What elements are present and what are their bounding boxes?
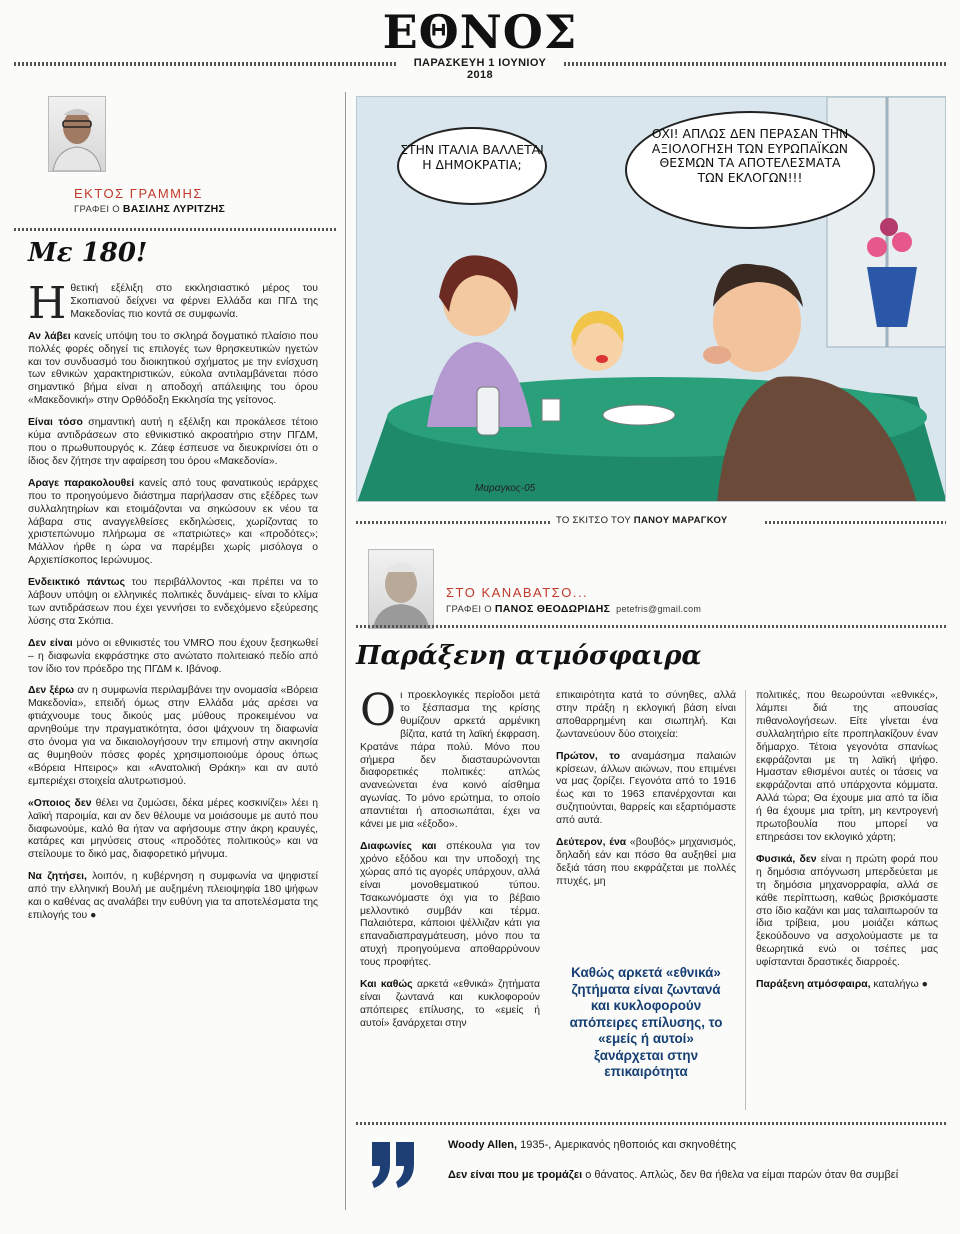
drop-cap: Ο xyxy=(360,685,397,736)
paragraph: Ενδεικτικό πάντως του περιβάλλοντος -και πρέπει να το λάβουν υπόψη οι ελληνικές πολιτικές δυνάμεις- είναι το κλίμα των αντιδράσεων που έχει γεννήσει το ενδεχόμενο εξεύρεσης λύσης στα Σκόπια. xyxy=(28,577,318,627)
paragraph: Είναι τόσο σημαντική αυτή η εξέλιξη και προκάλεσε τέτοιο κύμα αντιδράσεων στο εθνικιστικό ακροατήριο στην ΠΓΔΜ, που ο πρωθυπουργός κ. Ζάεφ έσπευσε να διευκρινίσει ότι ο ίδιος δεν ζήτησε την αφαίρεση του όρου «Μακεδονία». xyxy=(28,417,318,467)
quote-attribution: Woody Allen, 1935-, Αμερικανός ηθοποιός και σκηνοθέτης xyxy=(448,1139,737,1151)
author-photo-lyritzis xyxy=(48,96,106,172)
paragraph: επικαιρότητα κατά το σύνηθες, αλλά στην πράξη η εκλογική βάση είναι αποθαρρημένη και σιωπηλή. Και ζωντανεύουν δύο στοιχεία: xyxy=(556,690,736,740)
quote-text: Δεν είναι που με τρομάζει ο θάνατος. Απλώς, δεν θα ήθελα να είμαι παρών όταν θα συμβεί xyxy=(448,1169,899,1181)
paragraph: Να ζητήσει, λοιπόν, η κυβέρνηση η συμφωνία να ψηφιστεί από την ελληνική Βουλή με αυξημένη πλειοψηφία 180 ψήφων και ο καθένας ας αναλάβει την ευθύνη για τα αποτελέσματα της επιλογής του ● xyxy=(28,871,318,921)
caption-rule-right xyxy=(765,521,946,524)
paragraph: «Οποιος δεν θέλει να ζυμώσει, δέκα μέρες κοσκινίζει» λέει η λαϊκή παροιμία, και αν δεν θέλουμε να μοιάσουμε με αυτό που διαφωνούμε, καλό θα ήταν να αφήσουμε στην άκρη κραυγές, κατάρες και μηνύσεις στους «προδότες πολιτικούς» και να στείλουμε το δικό μας, διαφορετικό μήνυμα. xyxy=(28,797,318,861)
cartoonist-signature: Μαραγκος-05 xyxy=(475,483,536,494)
right-col-divider xyxy=(745,690,746,1110)
paragraph: Αν λάβει κανείς υπόψη του το σκληρά δογματικό πλαίσιο που πολλές φορές οδηγεί τις επιλογές των θρησκευτικών ηγετών και τον συνδυασμό του διοικητικού σχήματος με την ενίσχυση των εθνικών χαρακτηριστικών, εύκολα αντιλαμβάνεται πόσο σημαντικό βήμα είναι η αποδοχή απάλειψης του όρου «Μακεδονική» στην Ορθόδοξη Εκκλησία της γείτονος. xyxy=(28,330,318,407)
masthead-rule-right xyxy=(564,62,946,66)
paragraph: Παράξενη ατμόσφαιρα, καταλήγω ● xyxy=(756,979,928,991)
paragraph: Φυσικά, δεν είναι η πρώτη φορά που η δημόσια απόγνωση μπερδεύεται με τη δημόσια μηχανορραφία, αλλά σε κάθε περίπτωση, καθώς βρισκόμαστε στο ίδιο καζάνι και μας ταλαιπωρούν τα ίδια τρίβεια, μου μοιάζει κάπως ξεκούδουνο να ασχολούμαστε με τα θεωρητικά ενώ οι τσέπες μας υφίστανται δραστικές διαρροές. xyxy=(756,853,938,969)
article-title-left: Με 180! xyxy=(28,238,148,268)
author-portrait-icon xyxy=(49,97,105,171)
issue-date: ΠΑΡΑΣΚΕΥΗ 1 ΙΟΥΝΙΟΥ 2018 xyxy=(413,57,547,81)
author-email: petefris@gmail.com xyxy=(616,604,702,614)
paragraph: Πρώτον, το αναμάσημα παλαιών κρίσεων, άλλων αιώνων, που επιμένει να μας ζορίζει. Γεγονότα από το 1916 έως και το 1963 επανέρχονται και συζητιούνται, θαρρείς και εξαρτιόμαστε από αυτά. xyxy=(556,750,736,827)
article-title-right: Παράξενη ατμόσφαιρα xyxy=(356,641,702,671)
cartoon-caption: ΤΟ ΣΚΙΤΣΟ ΤΟΥ ΠΑΝΟΥ ΜΑΡΑΓΚΟΥ xyxy=(556,515,728,526)
byline-right: ΓΡΑΦΕΙ Ο ΠΑΝΟΣ ΘΕΟΔΩΡΙΔΗΣ petefris@gmail.com xyxy=(446,603,702,615)
quote-rule xyxy=(356,1122,946,1125)
section-rule-left xyxy=(14,228,336,231)
byline-prefix: ΓΡΑΦΕΙ Ο xyxy=(74,204,120,215)
drop-cap: Η xyxy=(28,278,67,329)
quote-mark-icon xyxy=(368,1134,420,1194)
article-body-right-col1 xyxy=(360,685,540,1040)
newspaper-masthead: ΕΘΝΟΣ xyxy=(382,5,578,59)
paragraph: πολιτικές, που θεωρούνται «εθνικές», λάμπει διά της απουσίας πιθανολογήσεων. Είτε γίνεται ένα συλλαλητήριο είτε προπηλακίζουν έναν δήμαρχο. Τέτοια γεγονότα σπανίως εκφράζονται με τη λαϊκή ψήφο. Ημασταν εθισμένοι αυτές οι τάσεις να εκφράζονται από υπάρχοντα κόμματα. Αλλά τώρα; Θα έχουμε μια από τα ίδια ή θα έχουμε μια τρίτη, μη κεντρογενή πρωτοβουλία που μπορεί να επηρεάσει τον εκλογικό χάρτη; xyxy=(756,690,938,843)
pull-quote: Καθώς αρκετά «εθνικά» ζητήματα είναι ζωντανά και κυκλοφορούν απόπειρες επίλυσης, το «εμείς ή αυτοί» ξανάρχεται στην επικαιρότητα xyxy=(569,965,723,1079)
article-body-right-col2 xyxy=(556,690,736,898)
end-mark-icon: ● xyxy=(90,909,97,921)
paragraph: Δεν είναι μόνο οι εθνικιστές του VMRO που έχουν ξεσηκωθεί – η διαφωνία εκφράστηκε στο ανώτατο πολιτειακό πεδίο από τον ίδιο τον πρόεδρο της ΠΓΔΜ κ. Ιβάνοφ. xyxy=(28,637,318,675)
column-divider xyxy=(345,92,346,1210)
column-kicker-left: ΕΚΤΟΣ ΓΡΑΜΜΗΣ xyxy=(74,186,203,201)
speech-bubble-woman: ΣΤΗΝ ΙΤΑΛΙΑ ΒΑΛΛΕΤΑΙ Η ΔΗΜΟΚΡΑΤΙΑ; xyxy=(397,127,547,205)
paragraph: Αραγε παρακολουθεί κανείς από τους φανατικούς ιεράρχες που το προηγούμενο διάστημα παρήλασαν στις εξέδρες των συλλαλητηρίων και ετοιμάζονται να σηκώσουν εκ νέου τα λάβαρα στις αναγγελθείσες εκδηλώσεις, χωρίζοντας το χριστεπώνυμο πλήρωμα σε «πατριώτες» και «προδότες»; Μάλλον ήρθε η ώρα να παρέμβει χωρίς μισόλογα ο Αρχιεπίσκοπος Ιερώνυμος. xyxy=(28,477,318,567)
editorial-cartoon xyxy=(356,96,946,502)
speech-bubble-man: ΟΧΙ! ΑΠΛΩΣ ΔΕΝ ΠΕΡΑΣΑΝ ΤΗΝ ΑΞΙΟΛΟΓΗΣΗ ΤΩΝ ΕΥΡΩΠΑΪΚΩΝ ΘΕΣΜΩΝ ΤΑ ΑΠΟΤΕΛΕΣΜΑΤΑ ΤΩΝ ΕΚΛΟΓΩΝ!!! xyxy=(625,111,875,229)
masthead-rule-left xyxy=(14,62,396,66)
paragraph: Διαφωνίες και σπέκουλα για τον χρόνο εξόδου και την υποδοχή της χώρας από τις αγορές υπάρχουν, αλλά είναι μονοθεματικού τύπου. Τσακωνόμαστε όχι για το βέβαιο μελλοντικό συμβάν και τέρμα. Παλαιότερα, κάποιοι ψέλλιζαν κάτι για επαναδιαπραγμάτευση, μόνο που τα ατυχή προηγούμενα αποθαρρύνουν τους προφήτες. xyxy=(360,840,540,969)
article-body-right-col3 xyxy=(756,690,938,1001)
paragraph: Δεύτερον, ένα «βουβός» μηχανισμός, δηλαδή εάν και πόσο θα αυξηθεί μια δεξιά τάση που εκφράζεται με πολλές πτυχές, μη xyxy=(556,837,737,887)
column-kicker-right: ΣΤΟ ΚΑΝΑΒΑΤΣΟ... xyxy=(446,585,589,600)
author-photo-theodoridis xyxy=(368,549,434,629)
author-name: ΒΑΣΙΛΗΣ ΛΥΡΙΤΖΗΣ xyxy=(122,203,226,215)
paragraph: Οι προεκλογικές περίοδοι μετά το ξέσπασμα της κρίσης θυμίζουν αρκετά αρμένικη βίζιτα, κατά τη λαϊκή έκφραση. Κρατάνε πάρα πολύ. Μόνο που σήμερα δεν διασταυρώνονται διαφορετικές πολιτικές: απλώς ανανεώνεται ένα κοινό αίσθημα αγωνίας. Το μόνο ερώτημα, το οποίο απαντιέται ή αποσιωπάται, έχει να κάνει με μια «έξοδο». xyxy=(360,685,540,831)
section-rule-right xyxy=(356,625,946,628)
caption-rule-left xyxy=(356,521,550,524)
author-portrait-icon xyxy=(369,550,433,628)
end-mark-icon: ● xyxy=(921,979,928,991)
paragraph: Και καθώς αρκετά «εθνικά» ζητήματα είναι ζωντανά και κυκλοφορούν απόπειρες επίλυσης, το «εμείς ή αυτοί» ξανάρχεται στην xyxy=(360,979,540,1029)
article-body-left xyxy=(28,278,318,932)
paragraph: Ηθετική εξέλιξη στο εκκλησιαστικό μέρος του Σκοπιανού δείχνει να φέρνει Ελλάδα και ΠΓΔ της Μακεδονίας πιο κοντά σε συμφωνία. xyxy=(28,278,318,329)
paragraph: Δεν ξέρω αν η συμφωνία περιλαμβάνει την ονομασία «Βόρεια Μακεδονία», επειδή όμως στην Ελλάδα μάς αρέσει να φτιάχνουμε τους δικούς μας μύθους προκειμένου να αρνηθούμε την πραγματικότητα, όσοι ψάχνουν τη διαφωνία στο όνομα για να δικαιολογήσουν την επιμονή στην ακινησία ας θυμηθούν πόσες φορές χρησιμοποιούμε όρους όπως «Βόρεια Ηπειρος» και «Ανατολική Θράκη» και αν αυτό εμπεριέχει στοιχεία αλυτρωτισμού. xyxy=(28,685,318,787)
byline-left xyxy=(74,203,225,215)
